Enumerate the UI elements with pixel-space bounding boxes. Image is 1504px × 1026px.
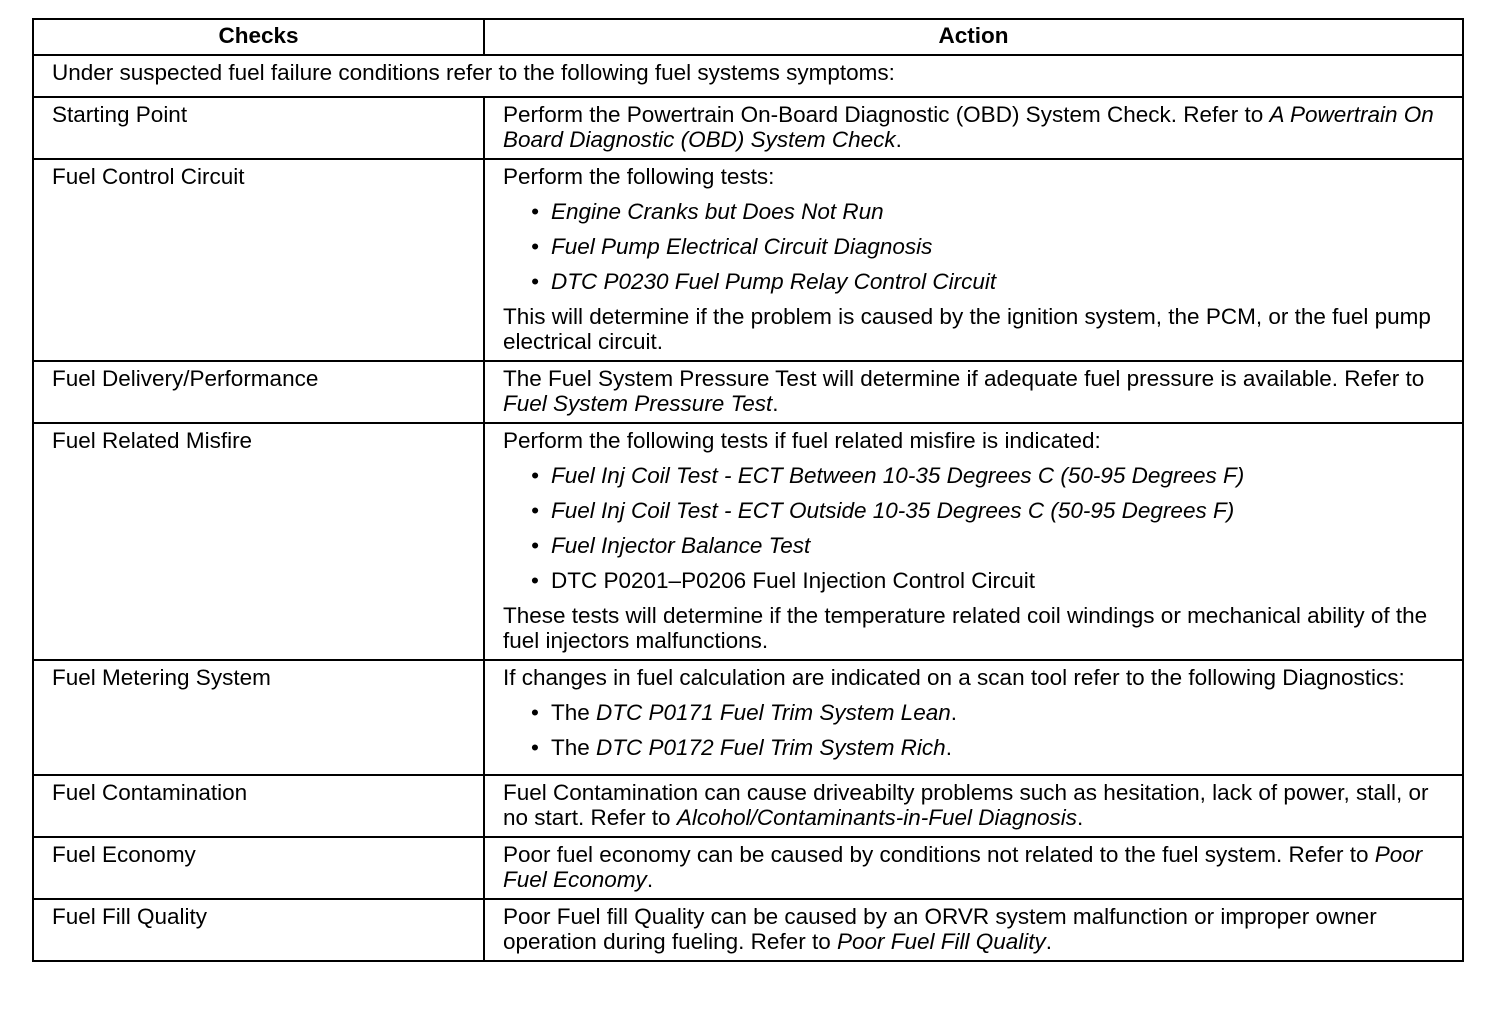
check-name: Fuel Control Circuit — [33, 159, 484, 361]
action-lead: If changes in fuel calculation are indicated on a scan tool refer to the following Diagnostics: — [503, 665, 1405, 690]
test-reference: Fuel Inj Coil Test - ECT Outside 10-35 Degrees C (50-95 Degrees F) — [551, 498, 1235, 523]
table-row — [33, 361, 1463, 423]
bullet-icon: • — [531, 269, 539, 294]
intro-row — [33, 55, 1463, 97]
bullet-icon: • — [531, 234, 539, 259]
reference-link: A Powertrain On Board Diagnostic (OBD) System Check — [503, 102, 1434, 152]
test-reference: Fuel Inj Coil Test - ECT Between 10-35 Degrees C (50-95 Degrees F) — [551, 463, 1245, 488]
list-item — [531, 700, 1448, 725]
action-tail: These tests will determine if the temperature related coil windings or mechanical ability of the fuel injectors malfunctions. — [503, 603, 1428, 653]
list-item — [531, 269, 1448, 294]
list-item — [531, 735, 1448, 760]
check-name: Fuel Metering System — [33, 660, 484, 775]
list-item — [531, 234, 1448, 259]
list-item — [531, 498, 1448, 523]
action-text — [503, 842, 1448, 892]
action-cell — [484, 899, 1463, 961]
action-text — [503, 780, 1448, 830]
table-row — [33, 660, 1463, 775]
table-row — [33, 423, 1463, 660]
reference-link: Poor Fuel Fill Quality — [836, 929, 1046, 954]
action-cell — [484, 159, 1463, 361]
reference-link: Fuel System Pressure Test — [503, 391, 773, 416]
bullet-icon: • — [531, 199, 539, 224]
bullet-icon: • — [531, 700, 539, 725]
action-lead: Perform the following tests: — [503, 164, 775, 189]
list-item — [531, 533, 1448, 558]
action-text-body: Perform the Powertrain On-Board Diagnostic (OBD) System Check. Refer to — [503, 102, 1270, 127]
checks-column-header: Checks — [33, 19, 484, 55]
bullet-prefix: The — [551, 735, 597, 760]
table-row — [33, 97, 1463, 159]
action-text-body: Poor fuel economy can be caused by conditions not related to the fuel system. Refer to — [503, 842, 1375, 867]
action-cell — [484, 423, 1463, 660]
list-item — [531, 568, 1448, 593]
action-text-suffix: . — [895, 127, 902, 152]
fuel-diagnosis-document — [32, 18, 1462, 962]
list-item — [531, 463, 1448, 488]
action-cell — [484, 97, 1463, 159]
bullet-icon: • — [531, 498, 539, 523]
action-cell — [484, 837, 1463, 899]
check-name: Fuel Fill Quality — [33, 899, 484, 961]
action-text-suffix: . — [772, 391, 779, 416]
table-row — [33, 899, 1463, 961]
check-name: Fuel Contamination — [33, 775, 484, 837]
diagnostic-list — [503, 700, 1448, 760]
intro-text: Under suspected fuel failure conditions refer to the following fuel systems symptoms: — [33, 55, 1463, 97]
action-tail: This will determine if the problem is caused by the ignition system, the PCM, or the fuel pump electrical circuit. — [503, 304, 1431, 354]
action-text — [503, 102, 1448, 152]
test-reference: DTC P0201–P0206 Fuel Injection Control Circuit — [551, 568, 1035, 593]
action-text-body: The Fuel System Pressure Test will determine if adequate fuel pressure is available. Refer to — [503, 366, 1425, 391]
fuel-checks-table — [32, 18, 1464, 962]
check-name: Fuel Related Misfire — [33, 423, 484, 660]
test-reference: DTC P0230 Fuel Pump Relay Control Circuit — [551, 269, 997, 294]
bullet-suffix: . — [950, 700, 958, 725]
table-row — [33, 837, 1463, 899]
bullet-icon: • — [531, 533, 539, 558]
action-column-header: Action — [484, 19, 1463, 55]
action-cell — [484, 775, 1463, 837]
action-text — [503, 904, 1448, 954]
table-row — [33, 159, 1463, 361]
table-row — [33, 775, 1463, 837]
bullet-icon: • — [531, 735, 539, 760]
test-reference: Fuel Pump Electrical Circuit Diagnosis — [551, 234, 933, 259]
action-cell — [484, 361, 1463, 423]
bullet-icon: • — [531, 568, 539, 593]
reference-link: DTC P0172 Fuel Trim System Rich — [596, 735, 946, 760]
test-reference: Engine Cranks but Does Not Run — [551, 199, 884, 224]
action-text-suffix: . — [1077, 805, 1084, 830]
bullet-icon: • — [531, 463, 539, 488]
action-cell — [484, 660, 1463, 775]
action-text-suffix: . — [1045, 929, 1053, 954]
test-reference: Fuel Injector Balance Test — [551, 533, 811, 558]
action-text-body: Fuel Contamination can cause driveabilty problems such as hesitation, lack of power, stall, or no start. Refer to — [503, 780, 1429, 830]
action-text-suffix: . — [646, 867, 654, 892]
reference-link: DTC P0171 Fuel Trim System Lean — [596, 700, 951, 725]
action-lead: Perform the following tests if fuel related misfire is indicated: — [503, 428, 1101, 453]
check-name: Fuel Delivery/Performance — [33, 361, 484, 423]
reference-link: Alcohol/Contaminants-in-Fuel Diagnosis — [676, 805, 1078, 830]
bullet-prefix: The — [551, 700, 597, 725]
table-header-row — [33, 19, 1463, 55]
action-text — [503, 366, 1448, 416]
bullet-suffix: . — [945, 735, 952, 760]
test-list — [503, 463, 1448, 593]
test-list — [503, 199, 1448, 294]
action-text-body: Poor Fuel fill Quality can be caused by an ORVR system malfunction or improper owner operation during fueling. Refer to — [503, 904, 1377, 954]
check-name: Fuel Economy — [33, 837, 484, 899]
check-name: Starting Point — [33, 97, 484, 159]
reference-link: Poor Fuel Economy — [503, 842, 1423, 892]
list-item — [531, 199, 1448, 224]
